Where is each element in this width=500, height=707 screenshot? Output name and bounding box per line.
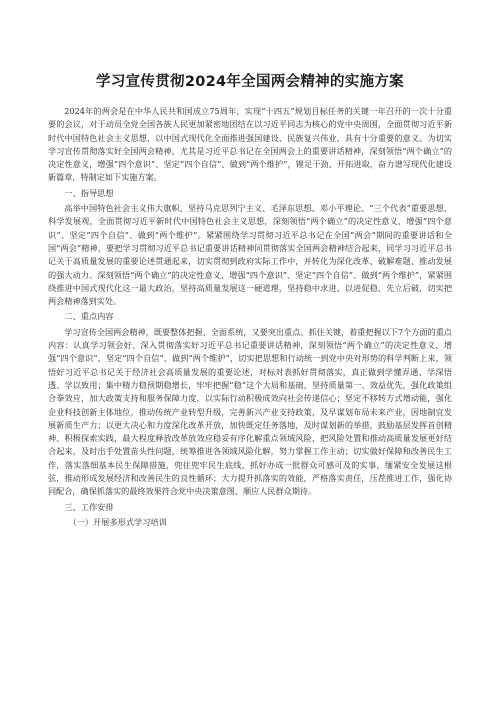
- section-heading-guiding-ideology: 一、指导思想: [64, 187, 114, 198]
- intro-paragraph: 2024年的两会是在中华人民共和国成立75周年，实现“十四五”规划目标任务的关键一年召开的一次十分重要的会议，对于动员全党全国各族人民更加紧密地团结在以习近平同志为核心的党中央周围，全面贯彻习近平新时代中国特色社会主义思想，以中国式现代化全面推进强国建设、民族复兴伟业，具有十分重要的意义。为切实学习宣传贯彻落实好全国两会精神，尤其是习近平总书记在全国两会上的重要讲话精神，深刻领悟“两个确立”的决定性意义，增强“四个意识”、坚定“四个自信”、做到“两个维护”，锂足干劲、开拓进取，奋力谱写现代化建设新篇章，特制定如下实施方案。: [48, 106, 452, 183]
- document-title: 学习宣传贯彻2024年全国两会精神的实施方案: [96, 74, 404, 90]
- subsection-heading-training: （一）开展多形式学习培训: [68, 516, 167, 527]
- guiding-ideology-paragraph: 高举中国特色社会主义伟大旗帜，坚持马克思列宁主义、毛泽东思想、邓小平理论、“三个代表”重要思想、科学发展观，全面贯彻习近平新时代中国特色社会主义思想，深刻领悟“两个确立”的决定性意义，增强“四个意识”、坚定“四个自信”、做到“两个维护”。紧紧围绕学习贯彻习近平总书记在全国“两会”期间的重要讲话和全国“两会”精神，要把学习贯彻习近平总书记重要讲话精神同贯彻落实全国两会精神结合起来，同学习习近平总书记关于高质量发展的重要论述贯通起来，切实贯彻到政府实际工作中，并转化为深化改革、破解难题、推动发展的强大动力。深刻领悟“两个确立”的决定性意义，增强“四个意识”、坚定“四个自信”、做到“两个维护”，紧紧围绕推进中国式现代化这一最大政治，坚持高质量发展这一硬道理，坚持稳中求进、以进促稳、先立后破，切实把两会精神落到实处。: [48, 203, 452, 307]
- key-content-paragraph: 学习宣传全国两会精神，既要整体把握、全面系统，又要突出重点、抓住关键，着重把握以下7个方面的重点内容：认真学习领会好、深入贯彻落实好习近平总书记重要讲话精神，深刻领悟“两个确立”的决定性意义，增强“四个意识”、坚定“四个自信”、做到“两个维护”，切实把思想和行动统一到党中央对形势的科学判断上来，领悟好习近平总书记关于经济社会高质量发展的重要论述，对标对表抓好贯彻落实，真正做到学懂弄通、学深悟透、学以致用；集中精力稳预期稳增长，牢牢把握“稳”这个大局和基础，坚持质量第一、效益优先，强化政策组合拳效应，加大政策支持和服务保障力度，以实际行动积极成效向社会传递信心；坚定不移转方式增动能，强化企业科技创新主体地位，推动传统产业转型升级，完善新兴产业支持政策，及早谋划布局未来产业，因地制宜发展新质生产力；以更大决心和力度深化改革开放，加快既定任务落地，及时谋划新的举措，鼓励基层发挥首创精神、积极探索实践，最大程度释放改革放效应稳妥有序化解重点领域风险，把风险处置和推动高质量发展更好结合起来，及时出手处置苗头性问题，统筹推进各领域风险化解，努力掌握工作主动；切实做好保障和改善民生工作，落实落细基本民生保障措施，兜住兜牢民生底线，抓好办成一批群众可感可及的实事，缅紧安全发展这根弦，推动形成发展经济和改善民生的良性循环；大力提升抓落实的效能，严格落实责任，压茬推进工作，强化协同配合，确保抓落实的最终效果符合党中央决策意图、顺应人民群众期待。: [48, 326, 452, 497]
- section-heading-work-arrangement: 三、工作安排: [64, 501, 114, 512]
- section-heading-key-content: 二、重点内容: [64, 311, 114, 322]
